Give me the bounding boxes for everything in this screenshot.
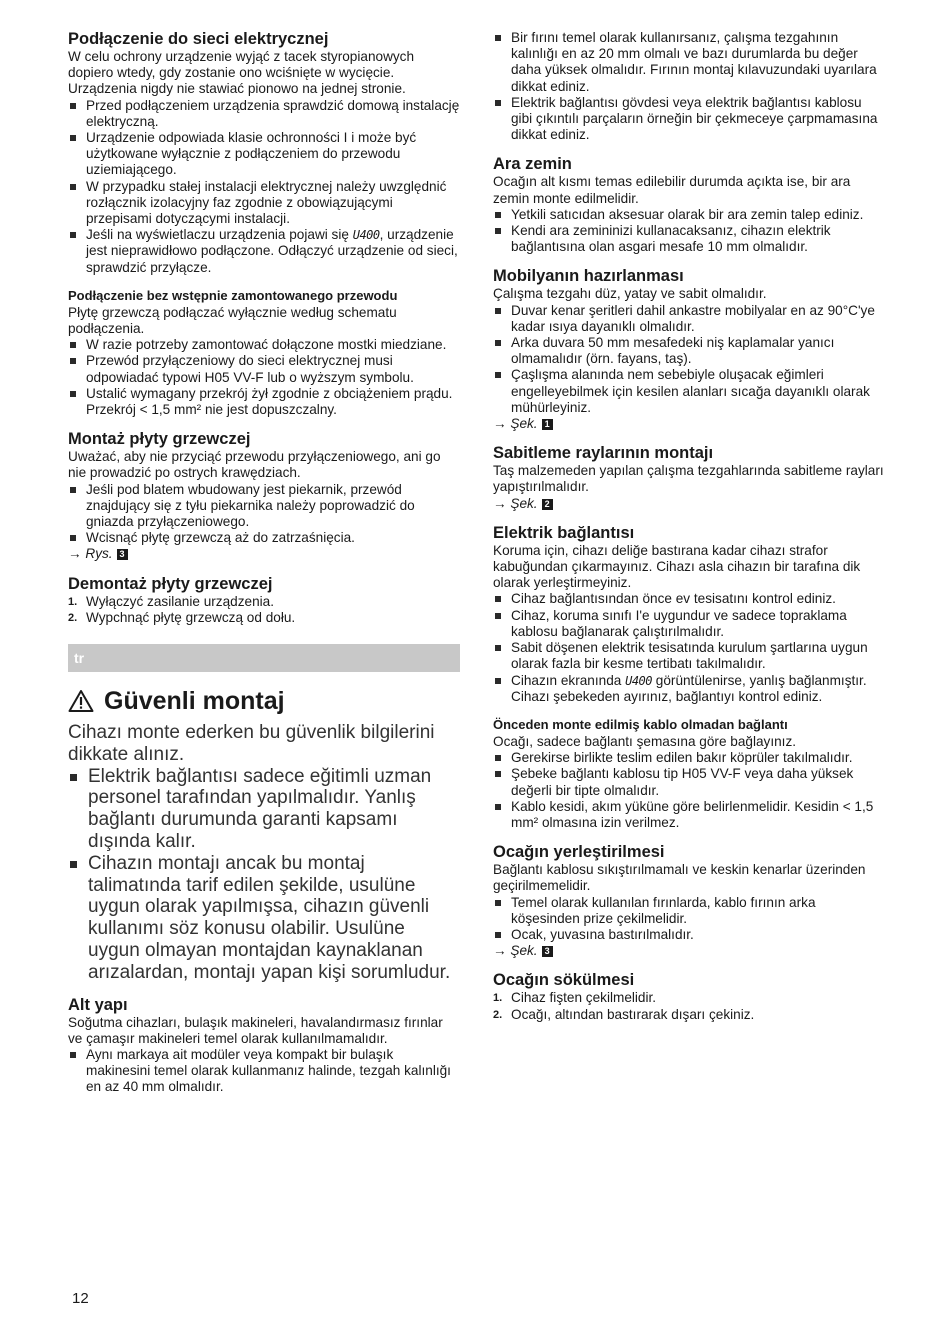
bullet-list: [68, 482, 460, 547]
bullet-list: [493, 591, 885, 704]
list-item: [68, 594, 460, 610]
section-removal-pl: [68, 575, 460, 626]
step-text: Cihaz fişten çekilmelidir.: [511, 990, 657, 1006]
bullet-list: [68, 1047, 460, 1096]
list-item: [68, 610, 460, 626]
bullet-list: [493, 303, 885, 416]
list-item: Cihaz bağlantısından önce ev tesisatını kontrol ediniz.: [493, 591, 885, 607]
figure-label: Şek.: [510, 943, 538, 959]
list-item-text: görüntülenirse, yanlış bağlanmıştır. Cihazı şebekeden ayırınız, bağlantıyı kontrol ediniz.: [511, 672, 867, 704]
section-title: Ocağın sökülmesi: [493, 971, 635, 990]
left-column: [68, 30, 460, 1108]
numbered-list: [68, 594, 460, 626]
list-item: Çaşlışma alanında nem sebebiyle oluşacak eğimleri engelleyebilmek için kesilen alanları sıcağa dayanıklı olarak mühürleyiniz.: [493, 367, 885, 416]
list-item: Arka duvara 50 mm mesafedeki niş kaplamalar yanıcı olmamalıdır (örn. fayans, taş).: [493, 335, 885, 367]
subsection-title: Podłączenie bez wstępnie zamontowanego przewodu: [68, 287, 398, 303]
list-item: W razie potrzeby zamontować dołączone mostki miedziane.: [68, 337, 460, 353]
step-number: 1.: [68, 595, 78, 608]
arrow-icon: →: [493, 416, 507, 432]
arrow-icon: →: [493, 943, 507, 959]
section-intro: Uważać, aby nie przyciąć przewodu przyłączeniowego, ani go nie prowadzić po ostrych krawędziach.: [68, 449, 441, 481]
list-item: Duvar kenar şeritleri dahil ankastre mobilyalar en az 90°C'ye kadar ısıya dayanıklı olmalıdır.: [493, 303, 885, 335]
section-intro: Taş malzemeden yapılan çalışma tezgahlarında sabitleme rayları yapıştırılmalıdır.: [493, 463, 884, 495]
bullet-list: [493, 30, 885, 143]
list-item: Elektrik bağlantısı gövdesi veya elektrik bağlantısı kablosu gibi çıkıntılı parçaların örneğin bir çekmeceye çarpmamasına dikkat ediniz.: [493, 95, 885, 144]
bullet-list: [68, 98, 460, 276]
figure-number: 1: [542, 419, 553, 430]
bullet-list: [493, 207, 885, 256]
language-bar: tr: [68, 644, 460, 672]
section-title: Mobilyanın hazırlanması: [493, 267, 684, 286]
section-title: Demontaż płyty grzewczej: [68, 574, 273, 593]
safety-heading: [68, 686, 460, 716]
list-item: Przed podłączeniem urządzenia sprawdzić domową instalację elektryczną.: [68, 98, 460, 130]
page-title: Güvenli montaj: [104, 687, 285, 716]
list-item: Ustalić wymagany przekrój żył zgodnie z obciążeniem prądu. Przekrój < 1,5 mm² nie jest dopuszczalny.: [68, 386, 460, 418]
step-text: Wyłączyć zasilanie urządzenia.: [86, 593, 275, 609]
page-number: 12: [72, 1290, 89, 1307]
list-item: Temel olarak kullanılan fırınlarda, kablo fırının arka köşesinden prize çekilmelidir.: [493, 895, 885, 927]
display-code: U400: [352, 228, 380, 243]
arrow-icon: →: [493, 495, 507, 511]
list-item: Ocak, yuvasına bastırılmalıdır.: [493, 927, 885, 943]
section-intermediate-floor-tr: [493, 155, 885, 255]
section-base-tr: [68, 996, 460, 1096]
section-intro: Płytę grzewczą podłączać wyłącznie według schematu podłączenia.: [68, 304, 397, 337]
section-no-cable-tr: [493, 717, 885, 831]
bullet-list: [493, 750, 885, 831]
arrow-icon: →: [68, 546, 82, 562]
figure-reference: [493, 943, 885, 959]
right-column: [493, 30, 885, 1035]
section-title: Montaż płyty grzewczej: [68, 430, 251, 449]
list-item: Przewód przyłączeniowy do sieci elektrycznej musi odpowiadać typowi H05 VV-F lub o wyższym symbolu.: [68, 353, 460, 385]
section-intro: Ocağı, sadece bağlantı şemasına göre bağlayınız.: [493, 733, 797, 749]
numbered-list: [493, 990, 885, 1022]
section-mounting-pl: [68, 430, 460, 562]
list-item: Cihaz, koruma sınıfı I'e uygundur ve sadece topraklama kablosu bağlanarak çalıştırılmalıdır.: [493, 608, 885, 640]
list-item: Jeśli pod blatem wbudowany jest piekarnik, przewód znajdujący się z tyłu piekarnika należy poprowadzić do gniazda przyłączeniowego.: [68, 482, 460, 531]
list-item: Kendi ara zemininizi kullanacaksanız, cihazın elektrik bağlantısına olan asgari mesafe 10 mm olmalıdır.: [493, 223, 885, 255]
section-intro: Cihazı monte ederken bu güvenlik bilgilerini dikkate alınız.: [68, 722, 435, 765]
section-furniture-tr: [493, 267, 885, 432]
section-electric-connection-pl: [68, 30, 460, 276]
list-item: Elektrik bağlantısı sadece eğitimli uzman personel tarafından yapılmalıdır. Yanlış bağlantı durumunda garanti kapsamı dışında kalır.: [68, 766, 460, 853]
list-item: Yetkili satıcıdan aksesuar olarak bir ara zemin talep ediniz.: [493, 207, 885, 223]
section-removal-tr: [493, 971, 885, 1022]
figure-number: 3: [117, 549, 128, 560]
list-item: Cihazın montajı ancak bu montaj talimatında tarif edilen şekilde, usulüne uygun olarak yapılmışsa, cihazın güvenli kullanımı söz konusu olabilir. Usulüne uygun olmayan montajdan kaynaklanan arızalardan, montajı yapan kişi sorumludur.: [68, 853, 460, 984]
step-number: 2.: [68, 611, 78, 624]
figure-reference: [68, 546, 460, 562]
section-title: Ara zemin: [493, 155, 572, 174]
list-item: Wcisnąć płytę grzewczą aż do zatrzaśnięcia.: [68, 530, 460, 546]
list-item: W przypadku stałej instalacji elektrycznej należy uwzględnić rozłącznik izolacyjny faz zgodnie z obowiązującymi przepisami dotyczącymi instalacji.: [68, 179, 460, 228]
section-no-cable-pl: [68, 288, 460, 418]
bullet-list: [68, 337, 460, 418]
list-item-text: Cihazın ekranında: [511, 672, 626, 688]
list-item: Sabit döşenen elektrik tesisatında kurulum şartlarına uygun olarak fazla bir kesme tertibatı takılmalıdır.: [493, 640, 885, 672]
figure-label: Şek.: [510, 495, 538, 511]
section-title: Alt yapı: [68, 995, 128, 1014]
figure-number: 3: [542, 946, 553, 957]
list-item-text: , urządzenie jest nieprawidłowo podłączone. Odłączyć urządzenie od sieci, sprawdzić przyłącze.: [86, 227, 458, 275]
warning-icon: [68, 689, 94, 713]
section-title: Elektrik bağlantısı: [493, 523, 635, 542]
section-intro: Çalışma tezgahı düz, yatay ve sabit olmalıdır.: [493, 286, 767, 302]
figure-reference: [493, 416, 885, 432]
list-item: Urządzenie odpowiada klasie ochronności I i może być użytkowane wyłącznie z podłączeniem do przewodu uziemiającego.: [68, 130, 460, 179]
section-placement-tr: [493, 843, 885, 959]
bullet-list: [68, 766, 460, 984]
section-title: Ocağın yerleştirilmesi: [493, 843, 665, 862]
section-intro: Koruma için, cihazı deliğe bastırana kadar cihazı strafor kabuğundan çıkarmayınız. Cihazı asla cihazın bir tarafına dik olarak yerleştirmeyiniz.: [493, 542, 861, 591]
figure-reference: [493, 496, 885, 512]
section-intro: Soğutma cihazları, bulaşık makineleri, havalandırmasız fırınlar ve çamaşır makineleri temel olarak kullanılmamalıdır.: [68, 1014, 443, 1046]
section-title: Sabitleme raylarının montajı: [493, 444, 714, 463]
section-title: Podłączenie do sieci elektrycznej: [68, 30, 329, 48]
subsection-title: Önceden monte edilmiş kablo olmadan bağlantı: [493, 716, 788, 732]
section-intro: Bağlantı kablosu sıkıştırılmamalı ve keskin kenarlar üzerinden geçirilmemelidir.: [493, 862, 866, 894]
figure-number: 2: [542, 499, 553, 510]
section-base-continued-tr: [493, 30, 885, 143]
figure-label: Rys.: [85, 546, 113, 562]
list-item: Aynı markaya ait modüler veya kompakt bir bulaşık makinesini temel olarak kullanmanız halinde, tezgah kalınlığı en az 40 mm olmalıdır.: [68, 1047, 460, 1096]
section-intro: W celu ochrony urządzenie wyjąć z tacek styropianowych dopiero wtedy, gdy zostanie ono wciśnięte w wycięcie. Urządzenia nigdy nie stawiać pionowo na jednej stronie.: [68, 49, 415, 97]
section-rails-tr: [493, 444, 885, 512]
section-safety-tr: [68, 722, 460, 984]
list-item: Şebeke bağlantı kablosu tip H05 VV-F veya daha yüksek değerli bir tipte olmalıdır.: [493, 766, 885, 798]
list-item: [493, 990, 885, 1006]
list-item: [493, 1007, 885, 1023]
bullet-list: [493, 895, 885, 944]
figure-label: Şek.: [510, 416, 538, 432]
list-item: Kablo kesidi, akım yüküne göre belirlenmelidir. Kesidin < 1,5 mm² olmasına izin verilmez.: [493, 799, 885, 831]
list-item: Gerekirse birlikte teslim edilen bakır köprüler takılmalıdır.: [493, 750, 885, 766]
step-number: 1.: [493, 992, 503, 1005]
step-number: 2.: [493, 1008, 503, 1021]
step-text: Wypchnąć płytę grzewczą od dołu.: [86, 609, 296, 625]
section-intro: Ocağın alt kısmı temas edilebilir durumda açıkta ise, bir ara zemin monte edilmelidir.: [493, 174, 851, 206]
list-item: Bir fırını temel olarak kullanırsanız, çalışma tezgahının kalınlığı en az 20 mm olmalı ve bazı durumlarda bu değer daha yüksek olmalıdır. Fırının montaj kılavuzundaki uyarılara dikkat ediniz.: [493, 30, 885, 95]
section-electric-tr: [493, 524, 885, 705]
list-item: [493, 673, 885, 705]
list-item-text: Jeśli na wyświetlaczu urządzenia pojawi się: [86, 227, 353, 243]
step-text: Ocağı, altından bastırarak dışarı çekiniz.: [511, 1006, 755, 1022]
list-item: [68, 227, 460, 276]
display-code: U400: [625, 673, 653, 688]
